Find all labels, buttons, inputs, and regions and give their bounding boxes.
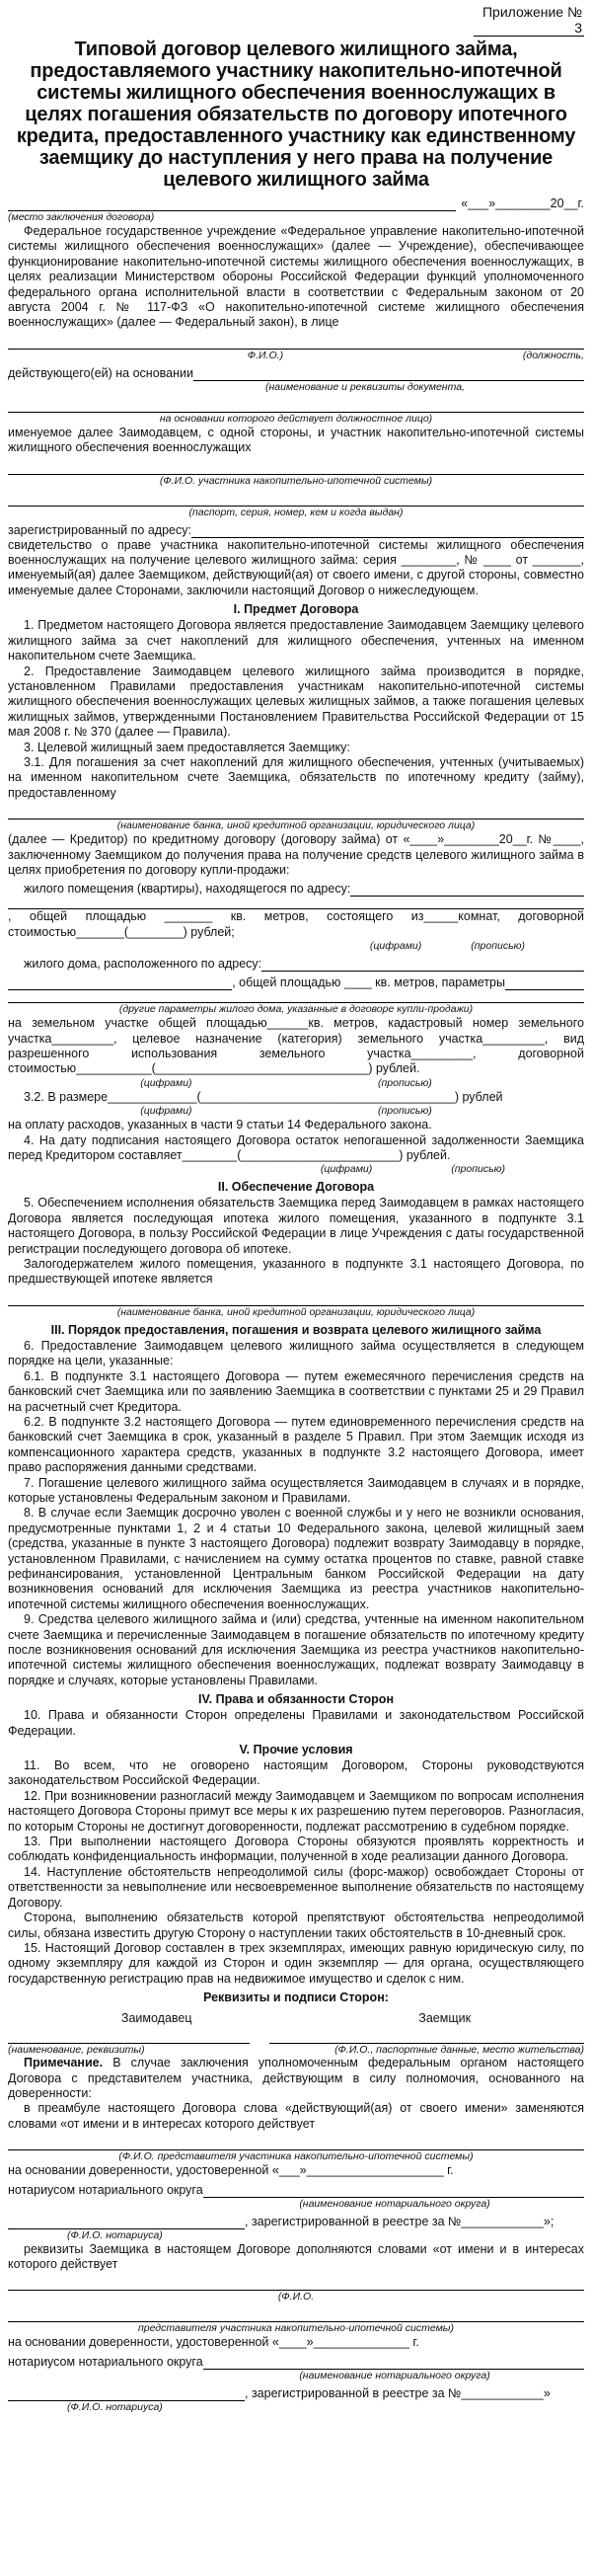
s1-p31b: (далее — Кредитор) по кредитному договору (договору займа) от «____»________20__г. №____, заключенному Заемщиком до получения права на получение средств целевого жилищного займа в целях приобретения по договору купли-продажи: [8, 832, 584, 877]
hint-house: (другие параметры жилого дома, указанные в договоре купли-продажи) [118, 1003, 474, 1016]
s3-p8: 8. В случае если Заемщик досрочно уволен с военной службы и у него не возникли основания, предусмотренные пунктами 1, 2 и 4 статьи 10 Федерального закона, целевой жилищный заем (средства, указанные в пункте 3 настоящего Договора) подлежит возврату Заимодавцу в порядке, установленном Правилами, с начислением на сумму остатка процентов по ставке, равной ставке рефинансирования, установленной Центральным банком Российской Федерации на дату возникновения оснований для исключения Заемщика из реестра участников накопительно-ипотечной системы жилищного обеспечения военнослужащих. [8, 1506, 584, 1611]
s3-p6: 6. Предоставление Заимодавцем целевого жилищного займа осуществляется в следующем порядке на цели, указанные: [8, 1338, 584, 1368]
hint-notary2: (наименование нотариального округа) [299, 2369, 490, 2381]
s1-p32b: на оплату расходов, указанных в части 9 статьи 14 Федерального закона. [8, 1118, 432, 1132]
hint-rep2: представителя участника накопительно-ипотечной системы) [137, 2322, 455, 2335]
hint-notary1: (наименование нотариального округа) [299, 2197, 490, 2210]
signature-row [8, 2011, 584, 2025]
document-title: Типовой договор целевого жилищного займа, предоставляемого участнику накопительно-ипотечной системы жилищного обеспечения военнослужащих в целях погашения обязательств по договору ипотечного кредита, предоставленного участнику как единственному заемщику до наступления у него права на получение целевого жилищного займа [16, 39, 576, 191]
s5-p15: 15. Настоящий Договор составлен в трех экземплярах, имеющих равную юридическую силу, по одному экземпляру для каждой из Сторон и один экземпляр — для органа, осуществляющего государственную регистрацию прав на недвижимое имущество и сделок с ним. [8, 1940, 584, 1986]
section-4-title: IV. Права и обязанности Сторон [197, 1692, 394, 1707]
house-area: , общей площадью ____ кв. метров, параметры [232, 976, 505, 990]
hint-words4: (прописью) [451, 1163, 505, 1176]
s1-p2: 2. Предоставление Заимодавцем целевого жилищного займа производится в порядке, установленном Правилами предоставления участникам накопительно-ипотечной системы жилищного обеспечения военнослужащих целевых жилищных займов, а также погашения целевых жилищных займов, утвержденными Постановлением Правительства Российской Федерации от 15 мая 2008 г. № 370 (далее — Правила). [8, 664, 584, 740]
preamble-p3: свидетельство о праве участника накопительно-ипотечной системы жилищного обеспечения военнослужащих на получение целевого жилищного займа: серия ________, № ____ от _______, именуемый(ая) далее Заемщиком, действующий(ая) от своего имени, с другой стороны, совместно именуемые далее Сторонами, заключили настоящий Договор о нижеследующем. [8, 537, 584, 597]
position-line [8, 331, 584, 350]
note-g: нотариусом нотариального округа [8, 2354, 203, 2369]
note-b: на основании доверенности, удостоверенной «___»____________________ г. [8, 2163, 454, 2178]
hint-participant: (Ф.И.О. участника накопительно-ипотечной системы) [159, 474, 433, 487]
registered-row [8, 523, 584, 538]
hint-basis: на основании которого действует должностное лицо) [159, 412, 433, 425]
s1-p3: 3. Целевой жилищный заем предоставляется Заемщику: [24, 740, 350, 754]
s5-p12: 12. При возникновении разногласий между Заимодавцем и Заемщиком по вопросам исполнения настоящего Договора Стороны примут все меры к их разрешению путем переговоров. Разногласия, по которым Стороны не достигнут договоренности, подлежат рассмотрению в судебном порядке. [8, 1788, 584, 1834]
note-label: Примечание. [24, 2056, 104, 2070]
registered-label: зарегистрированный по адресу: [8, 522, 191, 537]
hint-fio: Ф.И.О.) [247, 349, 284, 361]
s4-p10: 10. Права и обязанности Сторон определены Правилами и законодательством Российской Федерации. [8, 1708, 584, 1738]
borrower-label: Заемщик [418, 2011, 472, 2026]
hint-fio2: (Ф.И.О. [277, 2291, 315, 2303]
signatures-title: Реквизиты и подписи Сторон: [203, 1991, 389, 2005]
hint-bank: (наименование банка, иной кредитной организации, юридического лица) [116, 820, 476, 832]
note-text: Примечание. В случае заключения уполномоченным федеральным органом настоящего Договора с представителем участника, действующим в силу полномочия, основанного на доверенности: [8, 2056, 584, 2100]
hint-num1: (цифрами) [369, 940, 422, 953]
note-f: на основании доверенности, удостоверенной «____»______________ г. [8, 2335, 419, 2350]
land-text: на земельном участке общей площадью______кв. метров, кадастровый номер земельного участка_________, целевое назначение (категория) земельного участка_________, вид разрешенного использования земельного участка_________, договорной стоимостью___________(_______________________________) рублей. [8, 1016, 584, 1076]
hint-bank2: (наименование банка, иной кредитной организации, юридического лица) [116, 1305, 476, 1318]
hint-num4: (цифрами) [320, 1163, 373, 1176]
s3-p62: 6.2. В подпункте 3.2 настоящего Договора — путем единовременного перечисления средств на банковский счет Заемщика в срок, указанный в разделе 5 Правил. При этом Заемщик исходя из компенсационного характера средств, указанных в подпункте 3.2 настоящего Договора, имеет право распоряжения данными средствами. [8, 1414, 584, 1475]
note-a: в преамбуле настоящего Договора слова «действующий(ая) от своего имени» заменяются словами «от имени и в интересах которого действует [8, 2101, 584, 2131]
s5-p14: 14. Наступление обстоятельств непреодолимой силы (форс-мажор) освобождает Стороны от ответственности за невыполнение или несвоевременное выполнение обязательств по настоящему Договору. [8, 1864, 584, 1910]
flat-label: жилого помещения (квартиры), находящегося по адресу: [24, 882, 351, 897]
s3-p61: 6.1. В подпункте 3.1 настоящего Договора — путем ежемесячного перечисления средств на банковский счет Заемщика или по заявлению Заемщика в соответствии с пунктами 25 и 29 Правил на расчетный счет Кредитора. [8, 1368, 584, 1414]
place-date-row [8, 196, 584, 211]
hint-words1: (прописью) [471, 940, 525, 953]
s5-p11: 11. Во всем, что не оговорено настоящим Договором, Стороны руководствуются законодательством Российской Федерации. [8, 1758, 584, 1788]
s5-p14b: Сторона, выполнению обязательств которой препятствуют обстоятельства непреодолимой силы, обязана известить другую Сторону о наступлении таких обстоятельств в 10-дневный срок. [8, 1911, 584, 1940]
flat-area: , общей площадью _______ кв. метров, состоящего из_____комнат, договорной стоимостью_______(________) рублей; [8, 909, 584, 939]
hint-num2: (цифрами) [140, 1076, 192, 1089]
preamble-p2: именуемое далее Заимодавцем, с одной стороны, и участник накопительно-ипотечной системы жилищного обеспечения военнослужащих [8, 425, 584, 455]
hint-words3: (прописью) [378, 1105, 432, 1118]
s1-p31: 3.1. Для погашения за счет накоплений для жилищного обеспечения, учтенных (учитываемых) на именном накопительном счете Заемщика, обязательств по ипотечному кредиту (займу), предоставленному [8, 754, 584, 800]
date-text: «___»________20__г. [461, 196, 584, 210]
flat-row [8, 882, 584, 897]
s1-p1: 1. Предметом настоящего Договора является предоставление Заимодавцем Заемщику целевого жилищного займа за счет накоплений для жилищного обеспечения, учтенных на именном накопительном счете Заемщика. [8, 618, 584, 664]
hint-rep1: (Ф.И.О. представителя участника накопительно-ипотечной системы) [118, 2150, 474, 2163]
place-line [8, 197, 456, 211]
s3-p9: 9. Средства целевого жилищного займа и (или) средства, учтенные на именном накопительном счете Заемщика и перечисленные Заимодавцем в погашение обязательств по ипотечному кредиту после возникновения оснований для исключения Заемщика из реестра участников накопительно-ипотечной системы жилищного обеспечения военнослужащих, подлежат возврату Заимодавцу в порядке и случаях, которые установлены Правилами. [8, 1612, 584, 1687]
acting-row [8, 366, 584, 381]
note-c: нотариусом нотариального округа [8, 2182, 203, 2197]
note-d: , зарегистрированной в реестре за №____________»; [245, 2214, 555, 2228]
appendix-label: Приложение № 3 [474, 4, 584, 37]
s1-p4: 4. На дату подписания настоящего Договора остаток непогашенной задолженности Заемщика перед Кредитором составляет________(_______________________) рублей. [8, 1132, 584, 1163]
lender-label: Заимодавец [120, 2011, 192, 2026]
hint-passport: (паспорт, серия, номер, кем и когда выдан) [188, 506, 404, 518]
section-3-title: III. Порядок предоставления, погашения и возврата целевого жилищного займа [50, 1322, 542, 1337]
note-e: реквизиты Заемщика в настоящем Договоре дополняются словами «от имени и в интересах которого действует [8, 2241, 584, 2271]
hint-fio-notary2: (Ф.И.О. нотариуса) [67, 2400, 163, 2413]
place-hint: (место заключения договора) [8, 211, 155, 223]
s2-p5b: Залогодержателем жилого помещения, указанного в подпункте 3.1 настоящего Договора, по предшествующей ипотеке является [8, 1257, 584, 1287]
hint-borrower: (Ф.И.О., паспортные данные, место жительства) [334, 2044, 584, 2057]
signature-hints [8, 2044, 584, 2056]
acting-label: действующего(ей) на основании [8, 365, 193, 380]
hint-doc: (наименование и реквизиты документа, [265, 380, 465, 393]
s3-p7: 7. Погашение целевого жилищного займа осуществляется Заимодавцем в случаях и в порядке, которые установлены Федеральным законом и Правилами. [8, 1475, 584, 1505]
section-2-title: II. Обеспечение Договора [217, 1180, 375, 1195]
house-label: жилого дома, расположенного по адресу: [24, 957, 262, 972]
note-h: , зарегистрированной в реестре за №____________» [245, 2385, 551, 2400]
section-5-title: V. Прочие условия [239, 1743, 353, 1757]
s2-p5: 5. Обеспечением исполнения обязательств Заемщика перед Заимодавцем в рамках настоящего Договора является последующая ипотека жилого помещения, указанного в подпункте 3.1 настоящего Договора, в пользу Российской Федерации в лице Учреждения с даты государственной регистрации последующего договора об ипотеке. [8, 1196, 584, 1256]
contract-document [8, 0, 584, 2414]
hint-words2: (прописью) [378, 1076, 432, 1089]
hint-fio-notary1: (Ф.И.О. нотариуса) [67, 2228, 163, 2241]
hint-lender: (наименование, реквизиты) [8, 2044, 145, 2057]
preamble-p1: Федеральное государственное учреждение «Федеральное управление накопительно-ипотечной системы жилищного обеспечения военнослужащих» (далее — Учреждение), обеспечивающее функционирование накопительно-ипотечной системы жилищного обеспечения военнослужащих, в целях реализации Министерством обороны Российской Федерации функций уполномоченного федерального органа исполнительной власти в соответствии с Федеральным законом от 20 августа 2004 г. № 117-ФЗ «О накопительно-ипотечной системе жилищного обеспечения военнослужащих» (далее — Федеральный закон), в лице [8, 224, 584, 330]
hint-num3: (цифрами) [140, 1105, 192, 1118]
s1-p32: 3.2. В размере_____________(_____________________________________) рублей [24, 1089, 503, 1104]
section-1-title: I. Предмет Договора [233, 602, 359, 617]
house-row [8, 957, 584, 972]
hint-position: (должность, [522, 349, 584, 361]
s5-p13: 13. При выполнении настоящего Договора Стороны обязуются проявлять корректность и соблюдать конфиденциальность информации, полученной в ходе реализации данного Договора. [8, 1834, 584, 1864]
